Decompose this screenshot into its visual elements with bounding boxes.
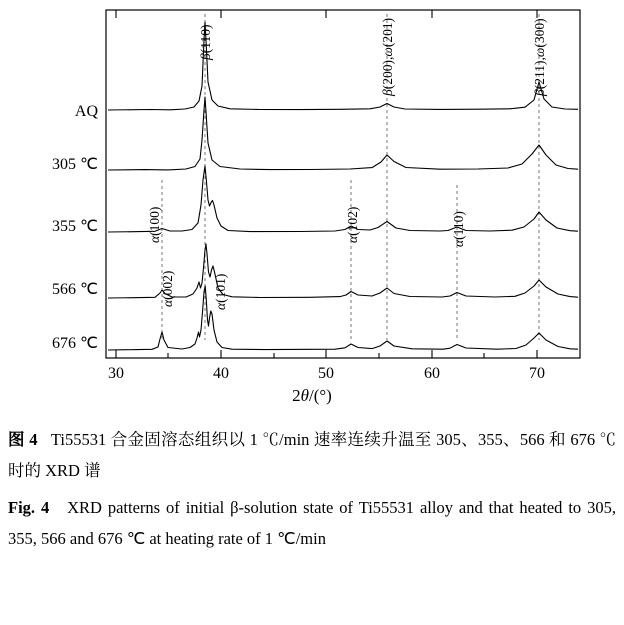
- peak-label-alpha100: α(100): [147, 206, 162, 243]
- caption-english: [8, 492, 616, 554]
- curve-label-305: 305 ℃: [52, 156, 98, 173]
- x-axis-title: [0, 386, 624, 406]
- figure-caption: [8, 424, 616, 554]
- curve-label-355: 355 ℃: [52, 218, 98, 235]
- caption-chinese: [8, 424, 616, 486]
- x-tick-50: 50: [318, 365, 334, 382]
- x-tick-70: 70: [529, 365, 545, 382]
- peak-label-beta200: β(200),ω(201): [380, 17, 395, 96]
- curve-label-aq: AQ: [74, 103, 98, 120]
- caption-cn-label: 图 4: [8, 430, 38, 449]
- caption-en-text: XRD patterns of initial β-solution state of Ti55531 alloy and that heated to 305, 355, 566 and 676 ℃ at heating rate of 1 ℃/min: [8, 498, 616, 548]
- peak-label-alpha102: α(102): [345, 206, 360, 243]
- peak-label-beta211: β(211),ω(300): [532, 18, 547, 96]
- curve-labels: [52, 103, 98, 352]
- peak-label-alpha110: α(110): [451, 211, 466, 247]
- x-tick-30: 30: [108, 365, 124, 382]
- x-tick-labels: [108, 365, 545, 382]
- plot-frame: [106, 10, 580, 358]
- peak-label-alpha101: α(101): [213, 273, 228, 310]
- x-tick-60: 60: [424, 365, 440, 382]
- peak-label-alpha002: α(002): [160, 270, 175, 307]
- curve-label-676: 676 ℃: [52, 335, 98, 352]
- caption-cn-text: Ti55531 合金固溶态组织以 1 ℃/min 速率连续升温至 305、355、566 和 676 ℃时的 XRD 谱: [8, 430, 617, 480]
- peak-label-beta110: β(110): [198, 24, 213, 60]
- x-axis-title-text: 2θ/(°): [292, 386, 332, 405]
- curve-label-566: 566 ℃: [52, 281, 98, 298]
- caption-en-label: Fig. 4: [8, 498, 50, 517]
- x-tick-40: 40: [213, 365, 229, 382]
